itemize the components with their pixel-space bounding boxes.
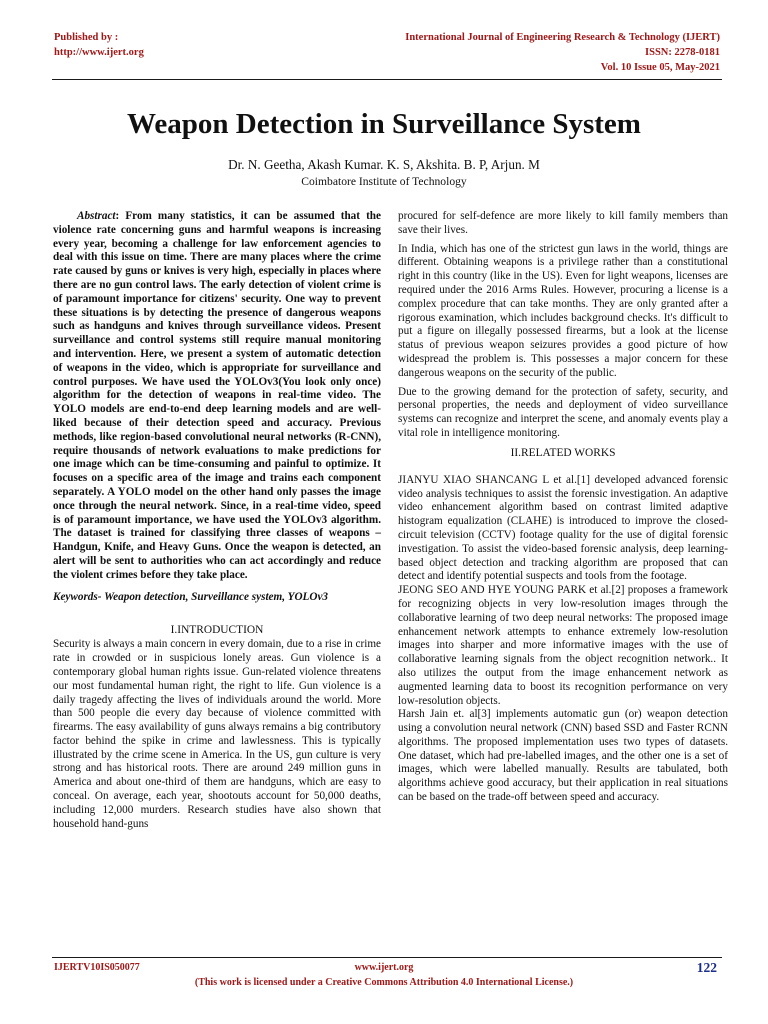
related-works-heading: II.RELATED WORKS bbox=[510, 446, 616, 459]
introduction-paragraph-1-continued: procured for self-defence are more likely to kill family members than save their lives. bbox=[398, 210, 728, 236]
paper-title: Weapon Detection in Surveillance System bbox=[127, 108, 641, 140]
issn: ISSN: 2278-0181 bbox=[645, 47, 720, 58]
footer-license: (This work is licensed under a Creative Commons Attribution 4.0 International License.) bbox=[194, 977, 574, 988]
paper-authors: Dr. N. Geetha, Akash Kumar. K. S, Akshita. B. P, Arjun. M bbox=[228, 157, 540, 172]
footer-site-link[interactable]: www.ijert.org bbox=[354, 962, 414, 973]
abstract-text: : From many statistics, it can be assumed that the violence rate concerning guns and harmful weapons is increasing every year, becoming a challenge for law enforcement agencies to deal with this issue on time. There are many places where the crime rate caused by guns or knives is very high, especially in places where there are no gun control laws. The early detection of violent crime is of paramount importance for citizens' security. One way to prevent these situations is by detecting the presence of dangerous weapons such as handguns and knives through surveillance videos. Present surveillance and control systems still require manual monitoring and intervention. Here, we present a system of automatic detection of weapons in the video, which is appropriate for surveillance and control purposes. We have used the YOLOv3(You look only once) algorithm for the detection of weapons in real-time video. The YOLO models are end-to-end deep learning models and are well-liked because of their detection speed and accuracy. Previous methods, like region-based convolutional neural networks (R-CNN), require thousands of network evaluations to make predictions for one image which can be time-consuming and painful to optimize. It focuses on a specific area of the image and trains each component separately. A YOLO model on the other hand only passes the image once through the neural network. Since, in a real-time video, speed is of paramount importance, we have used the YOLOv3 algorithm. The dataset is trained for classifying three classes of weapons – Handgun, Knife, and Heavy Guns. Once the weapon is detected, an alert will be sent to authorities who can act accordingly and reduce the violent crimes before they take place. bbox=[53, 210, 381, 581]
header-journal bbox=[405, 30, 720, 75]
introduction-paragraph-2: In India, which has one of the strictest gun laws in the world, things are different. Obtaining weapons is a privilege rather than a constitutional right in this country (like in the US). Even for light weapons, licenses are required under the 2016 Arms Rules. However, procuring a license is a complex procedure that can take months. They are only granted after a rigorous examination, which includes background checks. It's difficult to put a figure on illegally possessed firearms, but a look at the license status of previous weapon seizures provides a good picture of how widespread the problem is. This possesses a major concern for these dangerous weapons on the security of the public. bbox=[398, 242, 728, 379]
introduction-heading: I.INTRODUCTION bbox=[170, 624, 264, 637]
keywords: Keywords- Weapon detection, Surveillance system, YOLOv3 bbox=[53, 590, 328, 603]
footer-paper-id: IJERTV10IS050077 bbox=[54, 962, 140, 973]
introduction-paragraph-1: Security is always a main concern in every domain, due to a rise in crime rate in crowded or in suspicious lonely areas. Gun violence is a contemporary global human rights issue. Gun-related violence threatens our most fundamental human right, the right to life. Gun violence is a daily tragedy affecting the lives of individuals around the world. More than 500 people die every day because of violence committed with firearms. The easy availability of guns always remains a big contributory factor behind the spike in crime and lawlessness. This is typically illustrated by the crime scene in America. In the US, gun culture is very strong and has historical roots. There are around 249 million guns in America and about one-third of them are handguns, which are easy to conceal. On average, each year, shootouts account for 50,000 deaths, including 12,000 murders. Research studies have also shown that household hand-guns bbox=[53, 638, 381, 830]
volume-issue: Vol. 10 Issue 05, May-2021 bbox=[600, 62, 720, 73]
related-works-paragraph-1: JIANYU XIAO SHANCANG L et al.[1] developed advanced forensic video analysis techniques to assist the forensic investigation. An adaptive video enhancement algorithm based on contrast limited adaptive histogram equalization (CLAHE) is introduced to improve the closed-circuit television (CCTV) footage quality for the use of digital forensic investigation. To assist the video-based forensic analysis, deep learning-based object detection and tracking algorithm are proposed that can detect and identify potential suspects and tools from the footage. bbox=[398, 473, 728, 583]
paper-affiliation: Coimbatore Institute of Technology bbox=[301, 175, 467, 188]
page-number: 122 bbox=[696, 960, 717, 975]
header-publisher bbox=[54, 30, 144, 60]
left-column bbox=[53, 210, 381, 831]
related-works-paragraph-3: Harsh Jain et. al[3] implements automatic gun (or) weapon detection using a convolution neural network (CNN) based SSD and Faster RCNN algorithms. The proposed implementation uses two types of datasets. One dataset, which had pre-labelled images, and the other one is a set of images, which were labelled manually. Results are tabulated, both algorithms achieve good accuracy, but their application in real situations can be based on the trade-off between speed and accuracy. bbox=[398, 708, 728, 804]
abstract-paragraph bbox=[53, 210, 381, 583]
related-works-paragraph-2: JEONG SEO AND HYE YOUNG PARK et al.[2] proposes a framework for recognizing objects in very low-resolution images through the collaborative learning of two deep neural networks: The proposed image enhancement network attempts to enhance extremely low-resolution images into sharper and more informative images with the use of collaborative learning signals from the object recognition network.. It also utilizes the output from the image enhancement network as augmented learning data to boost its recognition performance on very low-resolution objects. bbox=[398, 584, 728, 707]
site-link[interactable]: http://www.ijert.org bbox=[54, 47, 144, 58]
right-column bbox=[398, 210, 728, 805]
journal-name: International Journal of Engineering Research & Technology (IJERT) bbox=[405, 32, 720, 43]
header-divider bbox=[52, 79, 722, 80]
abstract-label: Abstract bbox=[77, 210, 116, 222]
introduction-paragraph-3: Due to the growing demand for the protection of safety, security, and personal properties, the needs and deployment of video surveillance systems can recognize and interpret the scene, and anomaly events play a vital role in intelligence monitoring. bbox=[398, 385, 728, 439]
footer-divider bbox=[52, 957, 722, 958]
published-by-label: Published by : bbox=[54, 32, 119, 43]
